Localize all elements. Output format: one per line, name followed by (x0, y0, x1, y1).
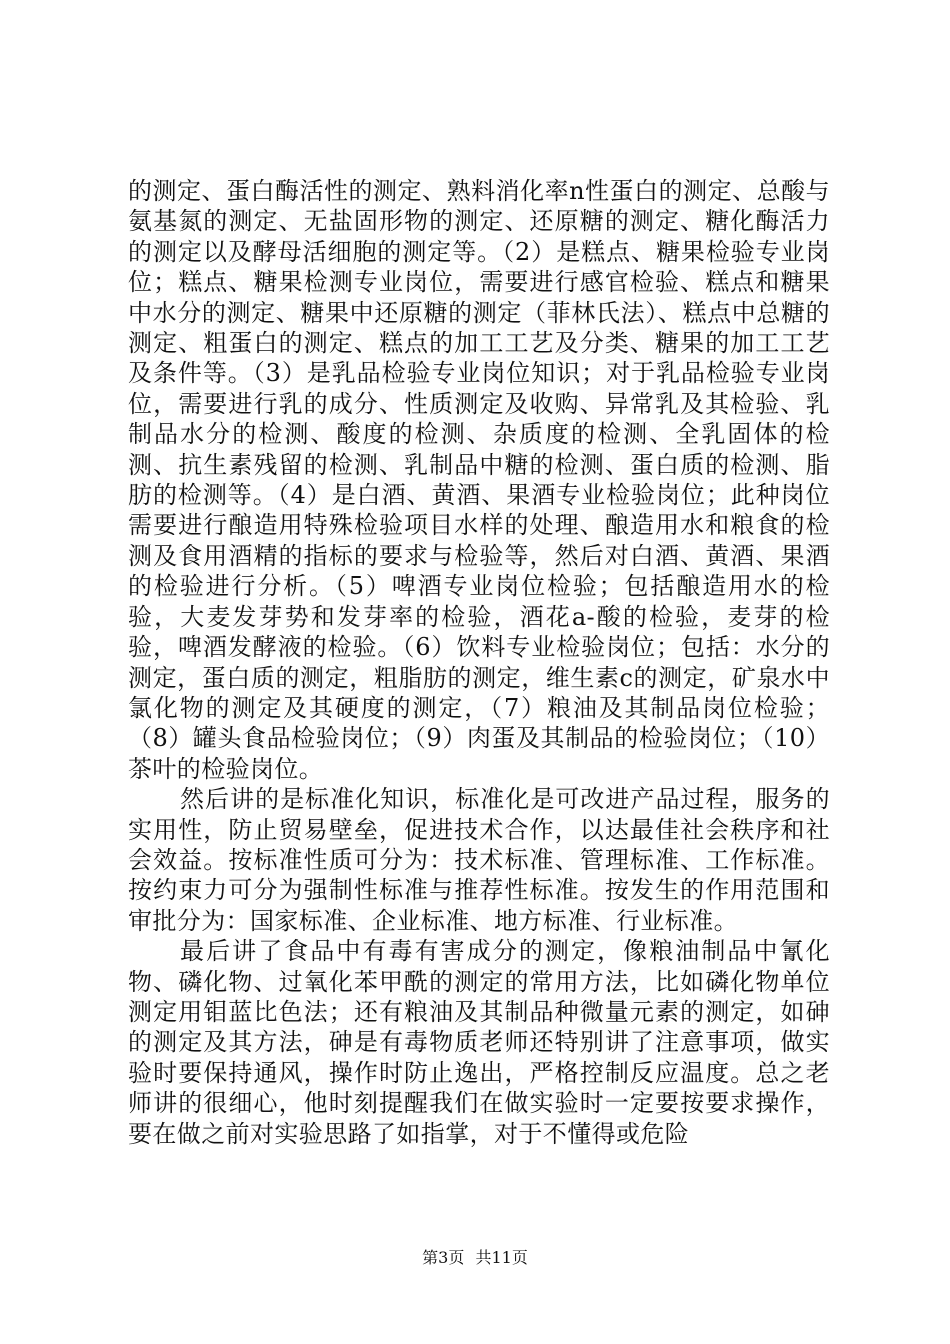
page-total: 共11页 (475, 1248, 528, 1267)
document-body (128, 176, 830, 1149)
page-footer (0, 1245, 950, 1268)
page-number: 第3页 (422, 1248, 465, 1267)
paragraph-toxic-substances: 最后讲了食品中有毒有害成分的测定，像粮油制品中氰化物、磷化物、过氧化苯甲酰的测定的常用方法，比如磷化物单位测定用钼蓝比色法；还有粮油及其制品种微量元素的测定，如砷的测定及其方法，砷是有毒物质老师还特别讲了注意事项，做实验时要保持通风，操作时防止逸出，严格控制反应温度。总之老师讲的很细心，他时刻提醒我们在做实验时一定要按要求操作，要在做之前对实验思路了如指掌，对于不懂得或危险 (128, 937, 830, 1148)
paragraph-inspection-positions: 的测定、蛋白酶活性的测定、熟料消化率n性蛋白的测定、总酸与氨基氮的测定、无盐固形物的测定、还原糖的测定、糖化酶活力的测定以及酵母活细胞的测定等。（2）是糕点、糖果检验专业岗位；糕点、糖果检测专业岗位，需要进行感官检验、糕点和糖果中水分的测定、糖果中还原糖的测定（菲林氏法）、糕点中总糖的测定、粗蛋白的测定、糕点的加工工艺及分类、糖果的加工工艺及条件等。（3）是乳品检验专业岗位知识；对于乳品检验专业岗位，需要进行乳的成分、性质测定及收购、异常乳及其检验、乳制品水分的检测、酸度的检测、杂质度的检测、全乳固体的检测、抗生素残留的检测、乳制品中糖的检测、蛋白质的检测、脂肪的检测等。（4）是白酒、黄酒、果酒专业检验岗位；此种岗位需要进行酿造用特殊检验项目水样的处理、酿造用水和粮食的检测及食用酒精的指标的要求与检验等，然后对白酒、黄酒、果酒的检验进行分析。（5）啤酒专业岗位检验；包括酿造用水的检验，大麦发芽势和发芽率的检验，酒花a-酸的检验，麦芽的检验，啤酒发酵液的检验。（6）饮料专业检验岗位；包括：水分的测定，蛋白质的测定，粗脂肪的测定，维生素c的测定，矿泉水中氯化物的测定及其硬度的测定，（7）粮油及其制品岗位检验；（8）罐头食品检验岗位；（9）肉蛋及其制品的检验岗位；（10）茶叶的检验岗位。 (128, 177, 830, 783)
paragraph-standardization: 然后讲的是标准化知识，标准化是可改进产品过程，服务的实用性，防止贸易壁垒，促进技术合作，以达最佳社会秩序和社会效益。按标准性质可分为：技术标准、管理标准、工作标准。按约束力可分为强制性标准与推荐性标准。按发生的作用范围和审批分为：国家标准、企业标准、地方标准、行业标准。 (128, 785, 830, 935)
